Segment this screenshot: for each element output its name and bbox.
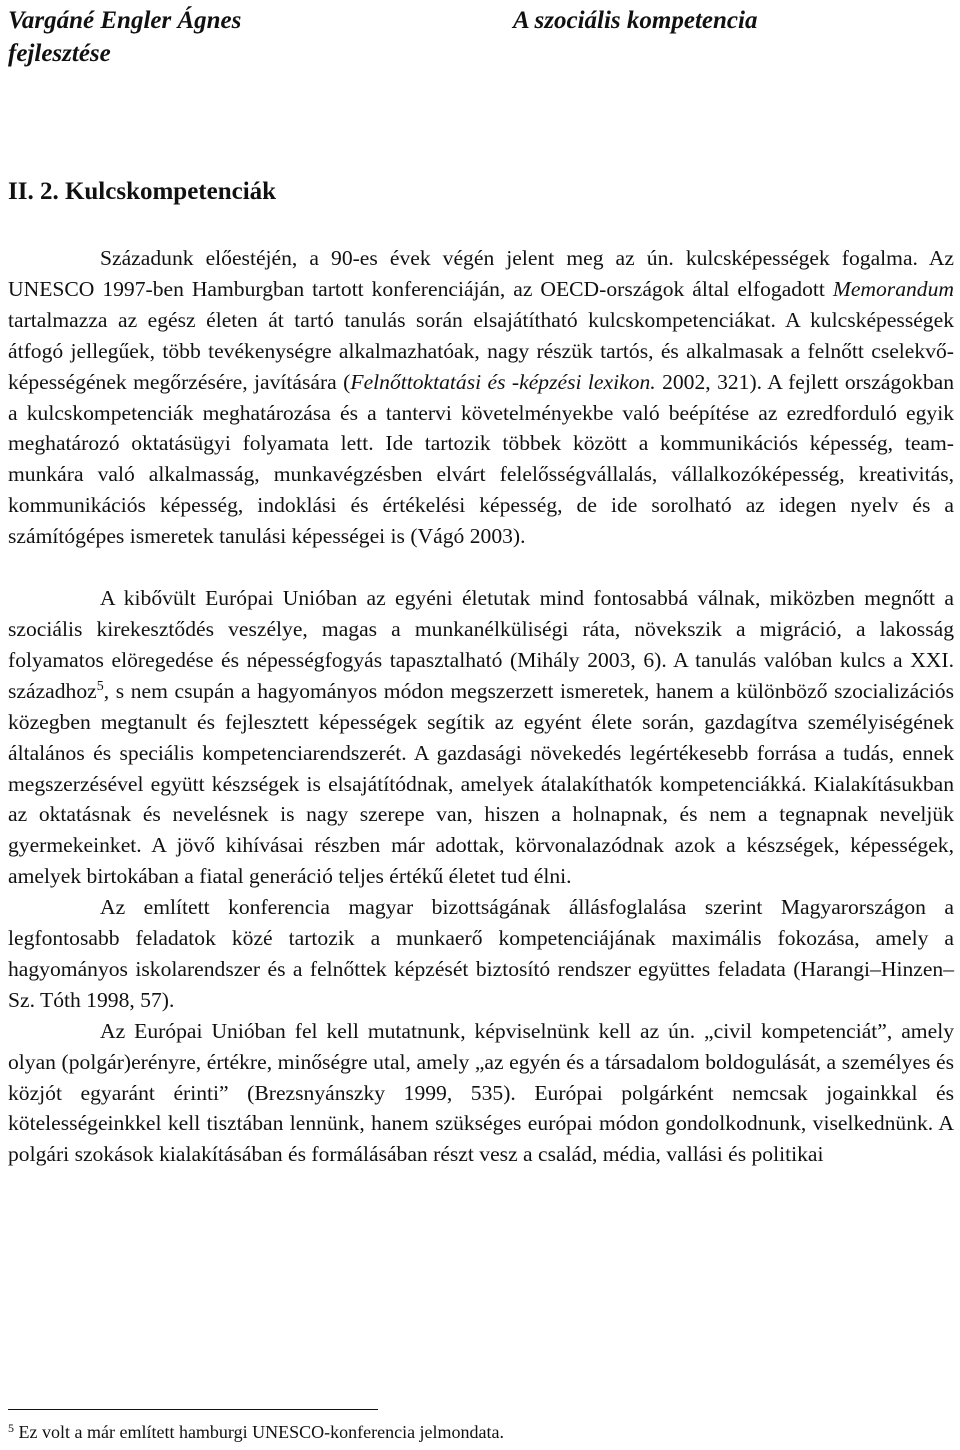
paragraph-1-text-c: 2002, 321). A fejlett országokban a kulcskompetenciák meghatározása és a tantervi követelményekbe való beépítése az ezredforduló egyik meghatározó oktatásügyi folyamata lett. Ide tartozik többek között a kommunikációs képesség, team-munkára való alkalmasság, munkavégzésben elvárt felelősségvállalás, vállalkozóképesség, kreativitás, kommunikációs képesség, indoklási és értékelési képesség, de ide sorolható az idegen nyelv és a számítógépes ismeretek tanulási képességei is (Vágó 2003).	[8, 369, 954, 549]
paragraph-1	[8, 243, 954, 552]
paragraph-1-text-b: tartalmazza az egész életen át tartó tanulás során elsajátítható kulcskompetenciákat. A kulcsképességek átfogó jellegűek, több tevékenységre alkalmazhatóak, nagy részük tartós, és alkalmasak a felnőtt cselekvőképességének megőrzésére, javítására (	[8, 307, 954, 394]
paragraph-2-text-a: A kibővült Európai Unióban az egyéni életutak mind fontosabbá válnak, miközben megnőtt a szociális kirekesztődés veszélye, magas a munkanélküliségi ráta, növekszik a migráció, a lakosság folyamatos elöregedése és népességfogyás tapasztalható (Mihály 2003, 6). A tanulás valóban kulcs a XXI. századhoz	[8, 586, 954, 703]
section-title: II. 2. Kulcskompetenciák	[8, 178, 277, 205]
paragraph-1-emphasis-lexikon: Felnőttoktatási és -képzési lexikon.	[350, 369, 656, 394]
document-page	[8, 0, 954, 1442]
footnote-reference[interactable]: 5	[96, 678, 104, 694]
header-author-line1: Vargáné Engler Ágnes	[8, 7, 242, 34]
body-text	[8, 243, 954, 1170]
footnote-text: Ez volt a már említett hamburgi UNESCO-konferencia jelmondata.	[14, 1422, 505, 1442]
paragraph-2	[8, 583, 954, 892]
running-header	[8, 0, 954, 75]
header-author	[8, 4, 241, 70]
paragraph-4: Az Európai Unióban fel kell mutatnunk, képviselnünk kell az ún. „civil kompetenciát”, amely olyan (polgár)erényre, értékre, minőségre utal, amely „az egyén és a társadalom boldogulását, a személyes és közjót egyaránt érinti” (Brezsnyánszky 1999, 535). Európai polgárként nemcsak jogainkkal és kötelességeinkkel kell tisztában lennünk, hanem szükséges európai módon gondolkodnunk, viselkednünk. A polgári szokások kialakításában és formálásában részt vesz a család, média, vallási és politikai	[8, 1018, 954, 1167]
paragraph-1-text-a: Századunk előestéjén, a 90-es évek végén jelent meg az ún. kulcsképességek fogalma. Az UNESCO 1997-ben Hamburgban tartott konferenciáján, az OECD-országok által elfogadott	[8, 246, 954, 301]
footnote-marker: 5	[8, 1421, 14, 1435]
paragraph-3: Az említett konferencia magyar bizottságának állásfoglalása szerint Magyarországon a legfontosabb feladatok közé tartozik a munkaerő kompetenciájának maximális fokozása, amely a hagyományos iskolarendszer és a felnőttek képzését biztosító rendszer együttes feladata (Harangi–Hinzen–Sz. Tóth 1998, 57).	[8, 895, 954, 1012]
header-topic: A szociális kompetencia	[513, 7, 758, 34]
header-author-line2: fejlesztése	[8, 40, 111, 67]
footnote	[8, 1420, 504, 1444]
footnote-divider	[8, 1409, 378, 1410]
paragraph-1-emphasis-memorandum: Memorandum	[832, 276, 954, 301]
paragraph-2-text-b: , s nem csupán a hagyományos módon megszerzett ismeretek, hanem a különböző szocializációs közegben megtanult és fejlesztett képességek segítik az egyént élete során, gazdagítva személyiségének általános és speciális kompetenciarendszerét. A gazdasági növekedés legértékesebb forrása a tudás, ennek megszerzésével együtt készségek is elsajátítódnak, amelyek átalakíthatók kompetenciákká. Kialakításukban az oktatásnak és nevelésnek is nagy szerepe van, hiszen a holnapnak, és nem a tegnapnak neveljük gyermekeinket. A jövő kihívásai részben már adottak, körvonalazódnak azok a készségek, képességek, amelyek birtokában a fiatal generáció teljes értékű életet tud élni.	[8, 678, 954, 889]
